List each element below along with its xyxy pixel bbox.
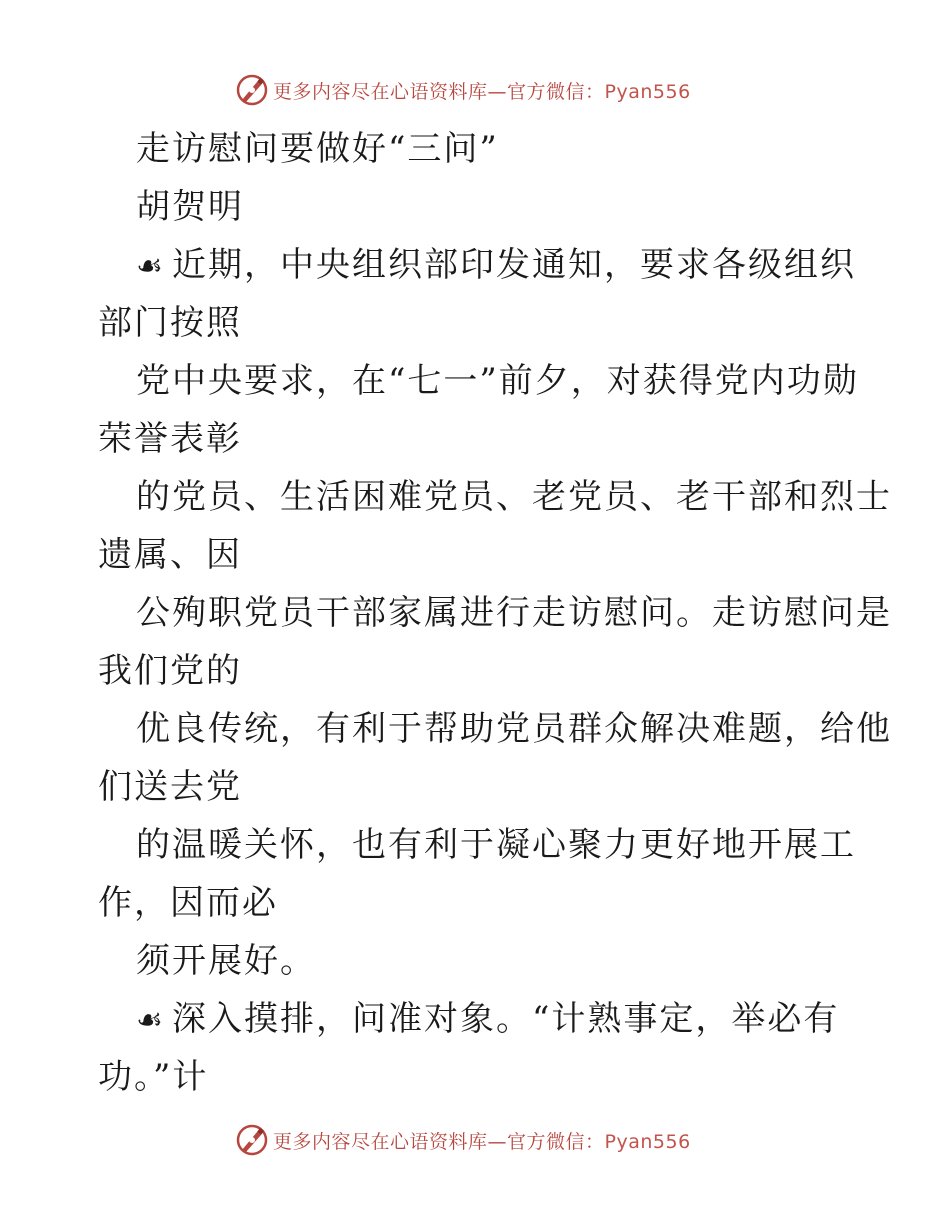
text-line xyxy=(98,758,868,816)
watermark-prefix: 更多内容尽在心语资料库 xyxy=(273,80,488,103)
text-line-content: 功。”计 xyxy=(98,1057,209,1097)
document-body xyxy=(98,120,892,1106)
text-line xyxy=(98,932,868,990)
watermark-account: Pyan556 xyxy=(604,80,691,103)
text-line-content: 作，因而必 xyxy=(98,883,278,923)
text-line-content: 胡贺明 xyxy=(136,187,244,227)
text-line xyxy=(98,1048,868,1106)
text-line-content: 优良传统，有利于帮助党员群众解决难题，给他 xyxy=(136,709,892,749)
watermark-separator: — xyxy=(487,80,508,103)
text-line xyxy=(98,294,868,352)
fleuron-bullet-icon: ☙ xyxy=(136,1003,163,1038)
text-line-content: 我们党的 xyxy=(98,651,242,691)
text-line-content: 的党员、生活困难党员、老党员、老干部和烈士 xyxy=(136,477,892,517)
text-line xyxy=(98,236,868,294)
text-line xyxy=(98,120,868,178)
text-line-content: 公殉职党员干部家属进行走访慰问。走访慰问是 xyxy=(136,593,892,633)
text-line xyxy=(98,990,868,1048)
text-line-content: 近期，中央组织部印发通知，要求各级组织 xyxy=(172,245,856,285)
text-line xyxy=(98,178,868,236)
watermark-channel: 官方微信： xyxy=(507,80,605,103)
pen-logo-icon xyxy=(235,1123,269,1157)
watermark-channel: 官方微信： xyxy=(507,1130,605,1153)
text-line-content: 们送去党 xyxy=(98,767,242,807)
text-line xyxy=(98,468,892,526)
text-line-content: 部门按照 xyxy=(98,303,242,343)
watermark-account: Pyan556 xyxy=(604,1130,691,1153)
text-line xyxy=(98,874,868,932)
pen-logo-icon xyxy=(235,73,269,107)
text-line-content: 党中央要求，在“七一”前夕，对获得党内功勋 xyxy=(136,361,859,401)
text-line xyxy=(98,642,868,700)
text-line xyxy=(98,352,868,410)
fleuron-bullet-icon: ☙ xyxy=(136,249,163,284)
header-watermark xyxy=(235,72,691,108)
watermark-separator: — xyxy=(487,1130,508,1153)
text-line xyxy=(98,584,892,642)
footer-watermark xyxy=(235,1122,691,1158)
text-line xyxy=(98,526,868,584)
text-line-content: 须开展好。 xyxy=(136,941,316,981)
text-line-content: 遗属、因 xyxy=(98,535,242,575)
text-line-content: 走访慰问要做好“三问” xyxy=(136,129,499,169)
text-line-content: 的温暖关怀，也有利于凝心聚力更好地开展工 xyxy=(136,825,856,865)
text-line xyxy=(98,700,892,758)
text-line-content: 深入摸排，问准对象。“计熟事定，举必有 xyxy=(172,999,840,1039)
watermark-prefix: 更多内容尽在心语资料库 xyxy=(273,1130,488,1153)
text-line xyxy=(98,816,868,874)
text-line xyxy=(98,410,868,468)
text-line-content: 荣誉表彰 xyxy=(98,419,242,459)
